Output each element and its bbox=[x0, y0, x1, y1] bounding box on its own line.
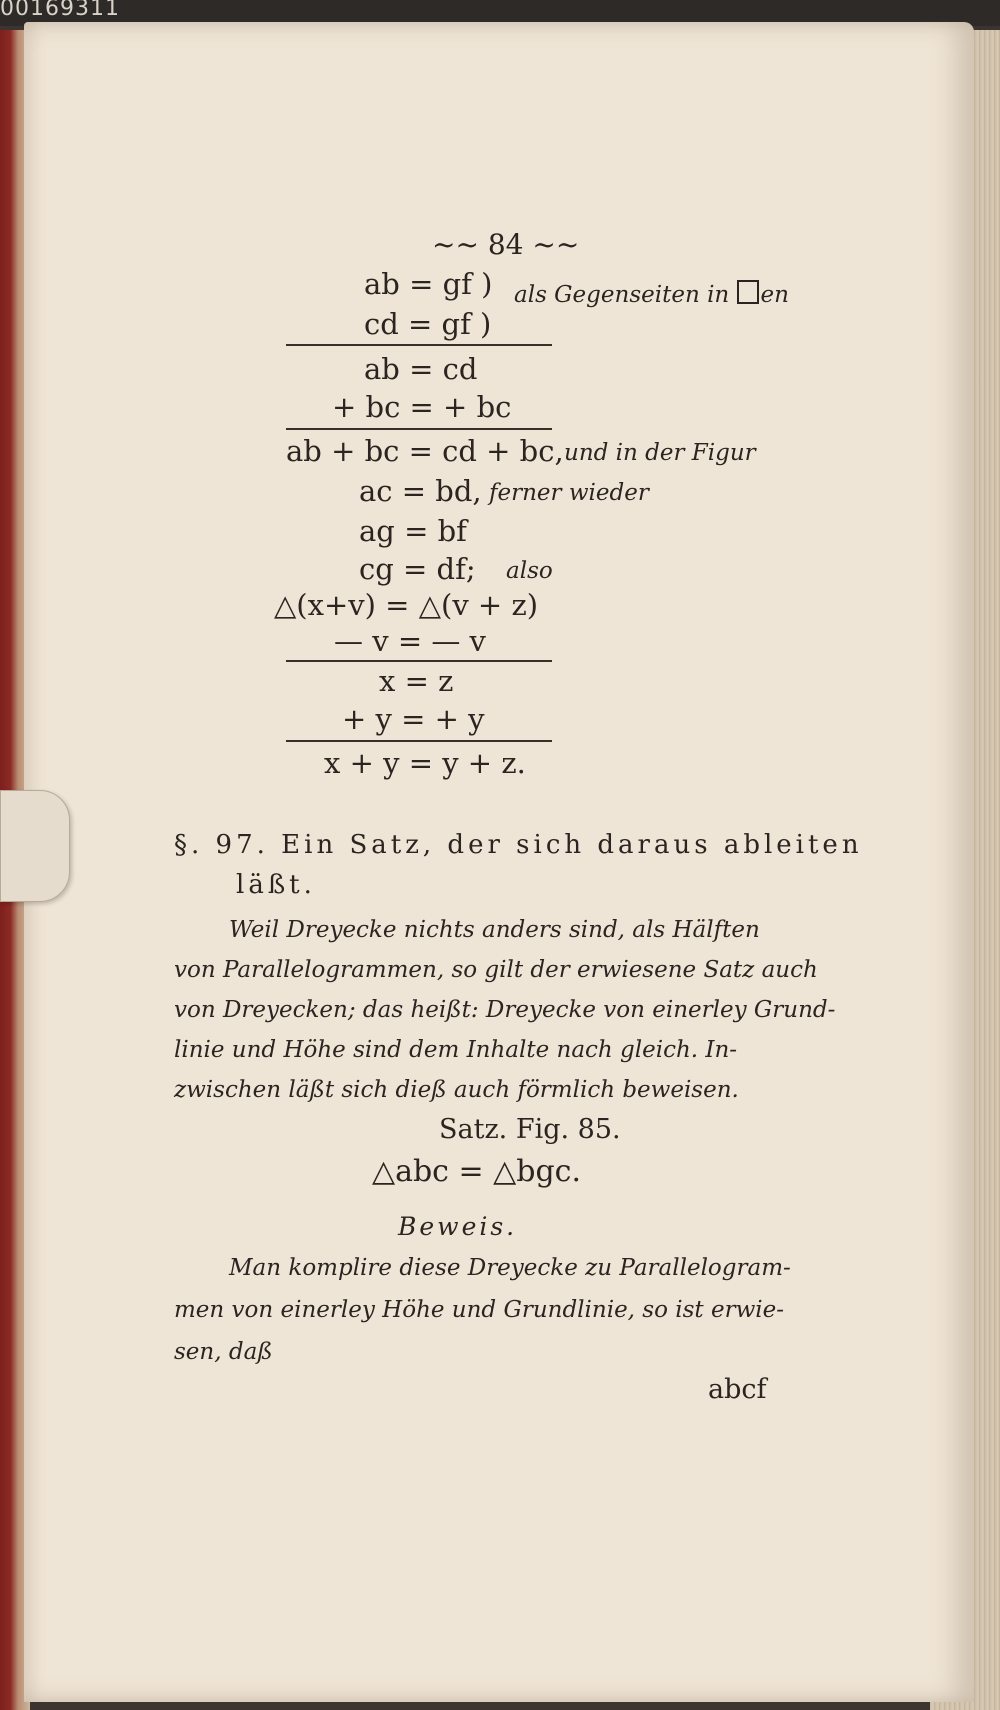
paragraph-2-line-2: men von einerley Höhe und Grundlinie, so ist erwie- bbox=[174, 1297, 785, 1323]
rule-1 bbox=[286, 344, 552, 346]
rule-3 bbox=[286, 660, 552, 662]
proof-line-7: ag = bf bbox=[359, 514, 467, 548]
page-number: ~~ 84 ~~ bbox=[432, 228, 580, 261]
note-opposite-sides-text: als Gegenseiten in bbox=[514, 282, 730, 308]
proof-line-9: △(x+v) = △(v + z) bbox=[274, 588, 539, 622]
page-clip bbox=[0, 790, 70, 902]
paragraph-1-line-3: von Dreyecken; das heißt: Dreyecke von einerley Grund- bbox=[174, 997, 836, 1023]
proof-line-10: — v = — v bbox=[334, 624, 486, 658]
paragraph-2-line-3: sen, daß bbox=[174, 1339, 273, 1365]
theorem-heading: Satz. Fig. 85. bbox=[439, 1114, 621, 1145]
paragraph-1-line-5: zwischen läßt sich dieß auch förmlich beweisen. bbox=[174, 1077, 739, 1103]
proof-line-4: + bc = + bc bbox=[332, 390, 512, 424]
proof-line-8: cg = df; bbox=[359, 552, 476, 586]
note-further-again: ferner wieder bbox=[489, 480, 649, 506]
book-page bbox=[24, 22, 974, 1702]
rule-4 bbox=[286, 740, 552, 742]
proof-line-6: ac = bd, bbox=[359, 474, 482, 508]
theorem-statement: △abc = △bgc. bbox=[372, 1154, 581, 1189]
proof-line-11: x = z bbox=[379, 664, 454, 698]
note-in-figure: und in der Figur bbox=[564, 440, 756, 466]
paragraph-2-line-1: Man komplire diese Dreyecke zu Parallelogram- bbox=[229, 1255, 791, 1281]
proof-line-2: cd = gf ) bbox=[364, 307, 492, 341]
section-heading-line-2: läßt. bbox=[236, 870, 316, 900]
note-therefore: also bbox=[506, 558, 553, 584]
proof-line-5: ab + bc = cd + bc, bbox=[286, 434, 564, 468]
note-opposite-sides bbox=[514, 280, 789, 308]
scan-id-label: 00169311 bbox=[0, 0, 120, 21]
paragraph-1-line-1: Weil Dreyecke nichts anders sind, als Hälften bbox=[229, 917, 760, 943]
proof-heading: Beweis. bbox=[398, 1212, 518, 1241]
rule-2 bbox=[286, 428, 552, 430]
proof-line-1: ab = gf ) bbox=[364, 267, 493, 301]
note-box-suffix: en bbox=[760, 282, 789, 308]
section-heading-line-1: §. 97. Ein Satz, der sich daraus ableiten bbox=[174, 830, 863, 860]
proof-line-13: x + y = y + z. bbox=[324, 746, 526, 780]
proof-line-3: ab = cd bbox=[364, 352, 478, 386]
paragraph-1-line-4: linie und Höhe sind dem Inhalte nach gleich. In- bbox=[174, 1037, 738, 1063]
paragraph-1-line-2: von Parallelogrammen, so gilt der erwiesene Satz auch bbox=[174, 957, 818, 983]
catchword: abcf bbox=[708, 1374, 767, 1405]
proof-line-12: + y = + y bbox=[342, 702, 485, 736]
parallelogram-symbol-icon bbox=[737, 280, 759, 304]
